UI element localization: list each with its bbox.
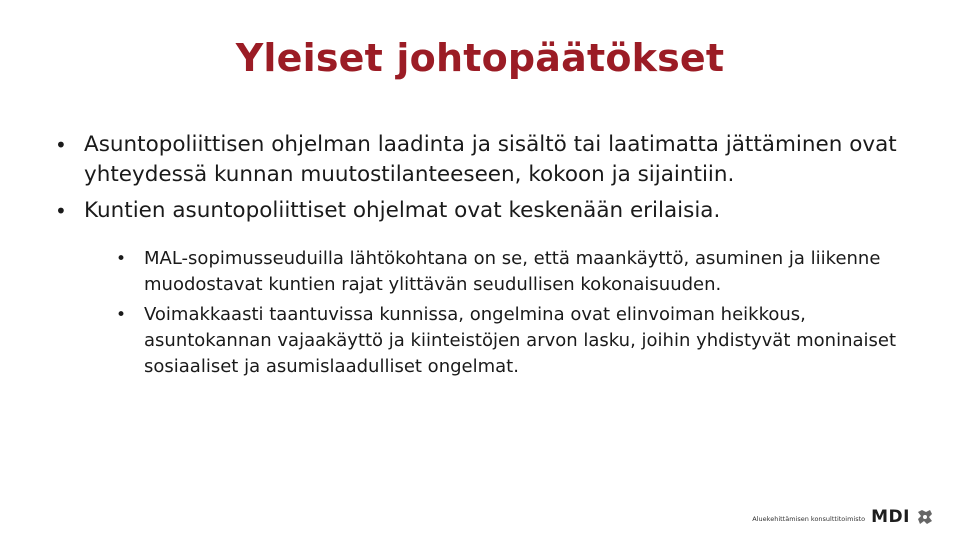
bullet-dot: • (55, 133, 67, 157)
bullet-item (55, 196, 925, 380)
mdi-logo-icon (916, 508, 934, 526)
footer-logo (752, 508, 934, 526)
footer-tagline: Aluekehittämisen konsulttitoimisto (752, 515, 866, 523)
slide-title: Yleiset johtopäätökset (235, 36, 725, 80)
bullet-text: Kuntien asuntopoliittiset ohjelmat ovat keskenään erilaisia. (84, 198, 721, 223)
bullet-item (55, 130, 925, 190)
sub-bullet-text: MAL-sopimusseuduilla lähtökohtana on se, että maankäyttö, asuminen ja liikenne muodostavat kuntien rajat ylittävän seudullisen kokonaisuuden. (144, 248, 881, 295)
sub-bullet-dot: • (116, 249, 127, 269)
bullet-text: Asuntopoliittisen ohjelman laadinta ja sisältö tai laatimatta jättäminen ovat yhteydessä kunnan muutostilanteeseen, kokoon ja sijaintiin. (84, 132, 897, 187)
sub-bullet-list (84, 246, 925, 380)
slide-content (55, 130, 925, 386)
bullet-dot: • (55, 199, 67, 223)
sub-bullet-dot: • (116, 305, 127, 325)
footer-brand: MDI (871, 507, 910, 527)
sub-bullet-item (116, 302, 925, 380)
bullet-list (55, 130, 925, 380)
sub-bullet-item (116, 246, 925, 298)
sub-bullet-text: Voimakkaasti taantuvissa kunnissa, ongelmina ovat elinvoiman heikkous, asuntokannan vajaakäyttö ja kiinteistöjen arvon lasku, joihin yhdistyvät moninaiset sosiaaliset ja asumislaadulliset ongelmat. (144, 304, 897, 377)
